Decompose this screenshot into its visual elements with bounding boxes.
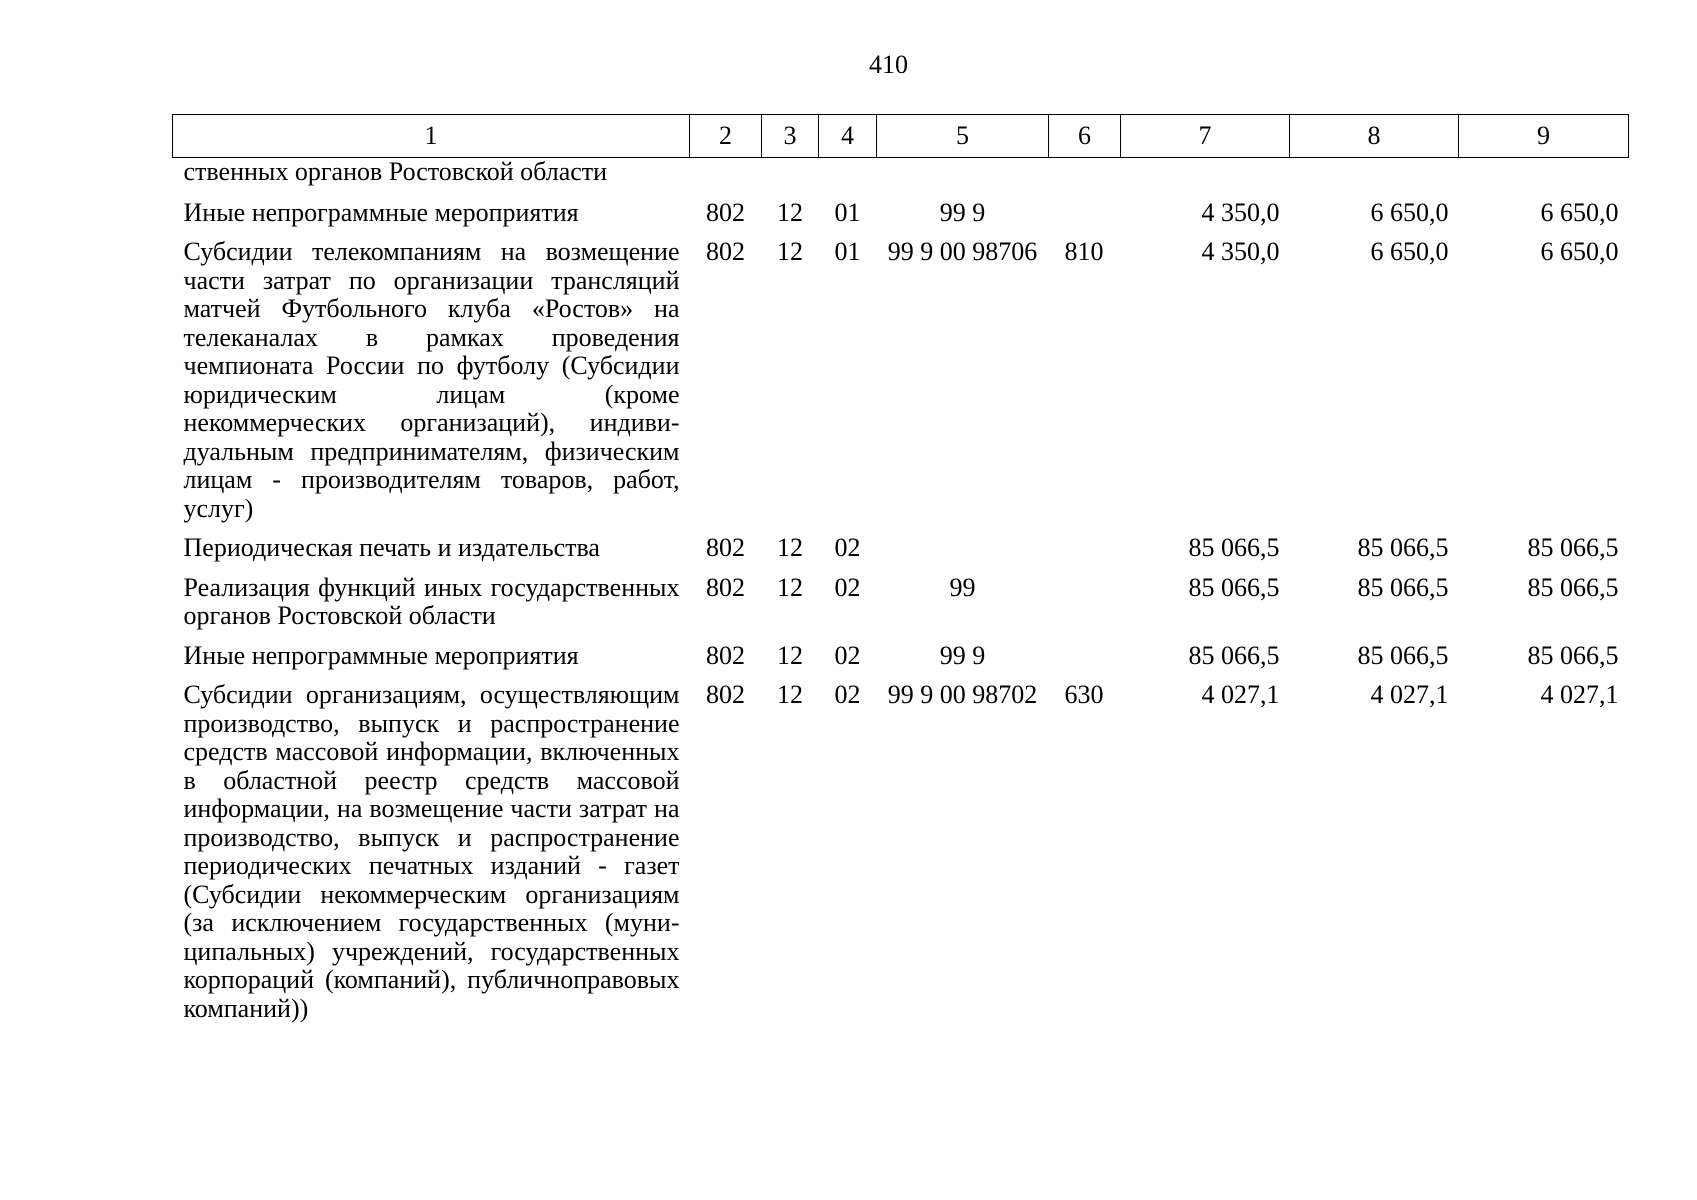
cell-amount-2: 6 650,0 bbox=[1370, 237, 1449, 266]
budget-table bbox=[172, 114, 1629, 1034]
cell-ministry: 802 bbox=[706, 572, 745, 602]
cell-target-article: 99 9 bbox=[939, 640, 986, 670]
cell-amount-1 bbox=[1121, 158, 1290, 199]
cell-amount-2: 85 066,5 bbox=[1357, 533, 1449, 562]
row-description: Реализация функций иных государственных органов Ростовской области bbox=[183, 572, 680, 630]
cell-section: 12 bbox=[777, 237, 803, 266]
cell-expense-type bbox=[1049, 158, 1121, 199]
column-header-6: 6 bbox=[1049, 115, 1121, 158]
cell-subsection: 02 bbox=[834, 533, 861, 562]
cell-amount-3 bbox=[1459, 158, 1629, 199]
cell-ministry: 802 bbox=[706, 640, 745, 670]
cell-amount-3: 6 650,0 bbox=[1540, 237, 1619, 266]
cell-target-article: 99 9 00 98702 bbox=[887, 680, 1038, 709]
table-row bbox=[173, 681, 1629, 1034]
cell-amount-2: 4 027,1 bbox=[1370, 680, 1449, 709]
column-header-1: 1 bbox=[173, 115, 690, 158]
cell-ministry: 802 bbox=[706, 680, 745, 709]
cell-amount-3: 85 066,5 bbox=[1527, 533, 1619, 562]
cell-amount-2: 85 066,5 bbox=[1357, 572, 1449, 602]
cell-amount-1: 4 350,0 bbox=[1201, 197, 1280, 227]
table-row bbox=[173, 534, 1629, 574]
cell-expense-type: 630 bbox=[1064, 680, 1104, 709]
cell-ministry: 802 bbox=[706, 533, 745, 562]
cell-amount-2: 6 650,0 bbox=[1370, 197, 1449, 227]
row-description: Иные непрограммные мероприятия bbox=[183, 640, 579, 670]
column-header-4: 4 bbox=[819, 115, 877, 158]
cell-amount-3: 85 066,5 bbox=[1527, 640, 1619, 670]
cell-target-article: 99 9 00 98706 bbox=[887, 237, 1038, 266]
column-header-2: 2 bbox=[690, 115, 762, 158]
cell-amount-2 bbox=[1290, 158, 1459, 199]
table-row bbox=[173, 642, 1629, 682]
cell-target-article bbox=[877, 534, 1049, 574]
cell-section: 12 bbox=[777, 197, 803, 227]
cell-amount-1: 4 027,1 bbox=[1201, 680, 1280, 709]
cell-expense-type bbox=[1049, 199, 1121, 239]
cell-target-article bbox=[877, 158, 1049, 199]
cell-amount-3: 85 066,5 bbox=[1527, 572, 1619, 602]
table-header bbox=[173, 115, 1629, 158]
table-row bbox=[173, 199, 1629, 239]
cell-section: 12 bbox=[777, 640, 803, 670]
cell-amount-1: 85 066,5 bbox=[1188, 640, 1280, 670]
cell-ministry: 802 bbox=[706, 197, 745, 227]
cell-section bbox=[762, 158, 819, 199]
table-row bbox=[173, 158, 1629, 199]
table-row bbox=[173, 238, 1629, 534]
table-row bbox=[173, 574, 1629, 642]
row-description: Иные непрограммные мероприятия bbox=[183, 197, 579, 227]
cell-amount-2: 85 066,5 bbox=[1357, 640, 1449, 670]
cell-ministry bbox=[690, 158, 762, 199]
row-description: Периодическая печать и издательства bbox=[183, 533, 600, 562]
cell-amount-1: 85 066,5 bbox=[1188, 572, 1280, 602]
cell-section: 12 bbox=[777, 533, 803, 562]
cell-amount-1: 4 350,0 bbox=[1201, 237, 1280, 266]
header-row bbox=[173, 115, 1629, 158]
column-header-3: 3 bbox=[762, 115, 819, 158]
cell-subsection: 02 bbox=[834, 640, 861, 670]
cell-amount-3: 6 650,0 bbox=[1540, 197, 1619, 227]
row-description: Субсидии телекомпаниям на возмещение части затрат по организации трансляций матчей Футбольного клуба «Ростов» на телеканалах в рамках проведения чемпионата России по футболу (Субсидии юридическим лицам (кроме некоммерческих организаций), индивидуальным предпринимателям, физическим лицам - производителям товаров, работ, услуг) bbox=[183, 237, 680, 523]
cell-amount-1: 85 066,5 bbox=[1188, 533, 1280, 562]
cell-target-article: 99 bbox=[949, 572, 976, 602]
cell-target-article: 99 9 bbox=[939, 197, 986, 227]
cell-subsection: 02 bbox=[834, 680, 861, 709]
cell-expense-type: 810 bbox=[1064, 237, 1104, 266]
cell-expense-type bbox=[1049, 534, 1121, 574]
row-description: Субсидии организациям, осуществляющим производство, выпуск и распространение средств массовой информации, включенных в областной реестр средств массовой информации, на возмещение части затрат на производство, выпуск и распространение периодических печатных изданий - газет (Субсидии некоммерческим организациям (за исключением государственных (муниципальных) учреждений, государственных корпораций (компаний), публичноправовых компаний)) bbox=[183, 680, 680, 1023]
cell-ministry: 802 bbox=[706, 237, 745, 266]
cell-section: 12 bbox=[777, 572, 803, 602]
cell-subsection: 01 bbox=[834, 197, 861, 227]
column-header-8: 8 bbox=[1290, 115, 1459, 158]
cell-expense-type bbox=[1049, 642, 1121, 682]
cell-section: 12 bbox=[777, 680, 803, 709]
page-number: 410 bbox=[869, 50, 908, 79]
cell-subsection bbox=[819, 158, 877, 199]
column-header-7: 7 bbox=[1121, 115, 1290, 158]
row-description: ственных органов Ростовской области bbox=[183, 157, 608, 186]
column-header-9: 9 bbox=[1459, 115, 1629, 158]
column-header-5: 5 bbox=[877, 115, 1049, 158]
cell-subsection: 02 bbox=[834, 572, 861, 602]
table-body bbox=[173, 158, 1629, 1035]
cell-amount-3: 4 027,1 bbox=[1540, 680, 1619, 709]
cell-expense-type bbox=[1049, 574, 1121, 642]
cell-subsection: 01 bbox=[834, 237, 861, 266]
